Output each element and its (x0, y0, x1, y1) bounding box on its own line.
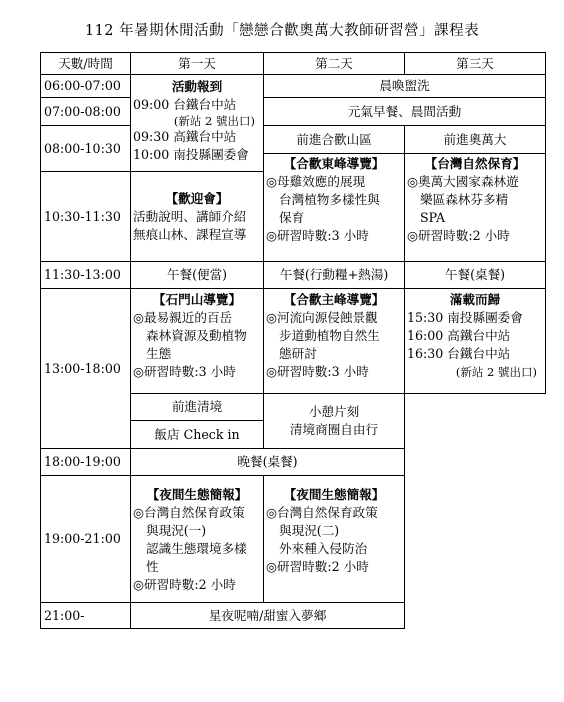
day1-night-line4: 性 (146, 559, 159, 574)
day3-nature-cell (405, 154, 546, 262)
day1-hotel-checkin-cell: 飯店 Check in (131, 421, 264, 449)
table-row (41, 75, 546, 98)
time-cell: 08:00-10:30 (41, 126, 131, 172)
morning-exercise-cell: 晨喚盥洗 (264, 75, 546, 98)
day1-welcome-cell (131, 172, 264, 262)
day3-nature-line1: ◎奧萬大國家森林遊 (407, 174, 519, 189)
day3-return-line3: 16:30 台鐵台中站 (407, 346, 511, 361)
time-cell: 19:00-21:00 (41, 476, 131, 603)
time-cell: 07:00-08:00 (41, 98, 131, 126)
table-row (41, 98, 546, 126)
day1-checkin-line1: 09:00 台鐵台中站 (133, 97, 237, 112)
day2-east-line2: 台灣植物多樣性與 (279, 192, 380, 207)
header-day2: 第二天 (264, 53, 405, 75)
day2-night-title: 【夜間生態簡報】 (283, 487, 385, 502)
header-row (41, 53, 546, 75)
header-day3: 第三天 (405, 53, 546, 75)
day1-to-hotel-cell: 前進清境 (131, 394, 264, 421)
day3-nature-title: 【台灣自然保育】 (424, 156, 526, 171)
table-row (41, 289, 546, 394)
day2-main-line3: 態研討 (279, 346, 317, 361)
day3-return-line1: 15:30 南投縣團委會 (407, 310, 523, 325)
day1-welcome-line1: 活動說明、講師介紹 (133, 208, 247, 224)
day1-checkin-line4: 10:00 南投縣團委會 (133, 147, 249, 162)
day2-break-line1: 小憩片刻 (308, 404, 360, 419)
day2-lunch-cell: 午餐(行動糧+熱湯) (264, 262, 405, 289)
page-title: 112 年暑期休閒活動「戀戀合歡奧萬大教師研習營」課程表 (84, 23, 480, 39)
day3-empty-area (405, 394, 546, 629)
dinner-cell: 晚餐(桌餐) (131, 449, 405, 476)
day1-night-line2: 與現況(一) (146, 523, 207, 538)
day1-checkin-line2: (新站 2 號出口) (173, 114, 255, 128)
breakfast-cell: 元氣早餐、晨間活動 (264, 98, 546, 126)
time-cell: 10:30-11:30 (41, 172, 131, 262)
day3-lunch-cell: 午餐(桌餐) (405, 262, 546, 289)
time-cell: 21:00- (41, 603, 131, 629)
day1-checkin-title: 活動報到 (171, 79, 223, 94)
day2-main-line4: ◎研習時數:3 小時 (266, 364, 369, 379)
day1-night-line1: ◎台灣自然保育政策 (133, 505, 245, 520)
day1-night-line3: 認識生態環境多樣 (146, 541, 247, 556)
day1-shimen-title: 【石門山導覽】 (152, 292, 242, 307)
day1-shimen-line4: ◎研習時數:3 小時 (133, 364, 236, 379)
day1-checkin-line3: 09:30 高鐵台中站 (133, 129, 237, 144)
day2-main-peak-cell (264, 289, 405, 394)
day2-break-cell (264, 394, 405, 449)
table-row (41, 262, 546, 289)
day1-shimen-cell (131, 289, 264, 394)
time-cell: 18:00-19:00 (41, 449, 131, 476)
night-cell: 星夜呢喃/甜蜜入夢鄉 (131, 603, 405, 629)
header-day1: 第一天 (131, 53, 264, 75)
day1-shimen-line1: ◎最易親近的百岳 (133, 310, 233, 325)
day1-welcome-line2: 無痕山林、課程宣導 (133, 226, 247, 242)
day1-checkin-cell (131, 75, 264, 172)
day2-night-cell (264, 476, 405, 603)
time-cell: 13:00-18:00 (41, 289, 131, 449)
day1-night-cell (131, 476, 264, 603)
day2-main-line1: ◎河流向源侵蝕景觀 (266, 310, 378, 325)
day2-night-line4: ◎研習時數:2 小時 (266, 559, 369, 574)
day1-shimen-line2: 森林資源及動植物 (146, 328, 247, 343)
day2-night-line2: 與現況(二) (279, 523, 340, 538)
day2-east-line4: ◎研習時數:3 小時 (266, 228, 369, 243)
table-row (41, 126, 546, 154)
day2-night-line3: 外來種入侵防治 (279, 541, 368, 556)
day3-to-aowanda-cell: 前進奧萬大 (405, 126, 546, 154)
day3-return-title: 滿載而歸 (449, 292, 501, 307)
day1-night-title: 【夜間生態簡報】 (146, 487, 248, 502)
day3-return-cell (405, 289, 546, 394)
schedule-table (40, 52, 546, 629)
day2-east-peak-cell (264, 154, 405, 262)
day3-return-line4: (新站 2 號出口) (455, 365, 537, 379)
time-cell: 06:00-07:00 (41, 75, 131, 98)
day3-nature-line2: 樂區森林芬多精 (420, 192, 509, 207)
day3-nature-line3: SPA (420, 210, 446, 225)
day1-night-line5: ◎研習時數:2 小時 (133, 577, 236, 592)
day1-welcome-title: 【歡迎會】 (165, 190, 229, 206)
day3-nature-line4: ◎研習時數:2 小時 (407, 228, 510, 243)
header-days-time: 天數/時間 (41, 53, 131, 75)
day2-east-title: 【合歡東峰導覽】 (283, 156, 385, 171)
day2-break-line2: 清境商圈自由行 (289, 422, 379, 437)
day3-return-line2: 16:00 高鐵台中站 (407, 328, 511, 343)
day2-east-line3: 保育 (279, 210, 305, 225)
day2-to-hehuan-cell: 前進合歡山區 (264, 126, 405, 154)
time-cell: 11:30-13:00 (41, 262, 131, 289)
day2-night-line1: ◎台灣自然保育政策 (266, 505, 378, 520)
day1-shimen-line3: 生態 (146, 346, 172, 361)
day2-main-line2: 步道動植物自然生 (279, 328, 380, 343)
day2-east-line1: ◎母雞效應的展現 (266, 174, 366, 189)
day2-main-title: 【合歡主峰導覽】 (283, 292, 385, 307)
day1-lunch-cell: 午餐(便當) (131, 262, 264, 289)
